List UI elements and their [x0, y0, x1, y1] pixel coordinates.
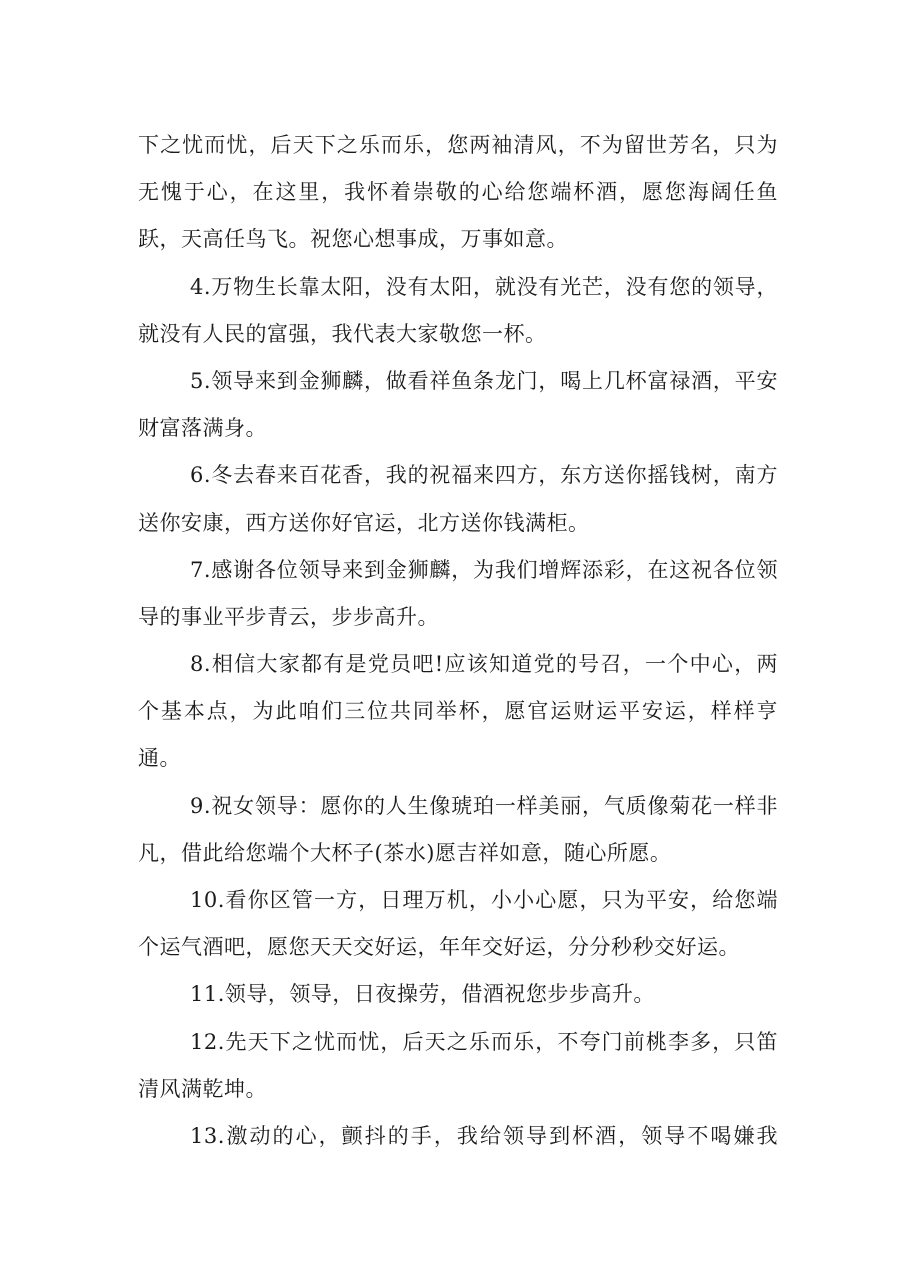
text-line: 11.领导，领导，日夜操劳，借酒祝您步步高升。: [190, 982, 655, 1007]
text-line: 8.相信大家都有是党员吧!应该知道党的号召，一个中心，两: [190, 652, 778, 677]
text-line: 就没有人民的富强，我代表大家敬您一杯。: [138, 321, 547, 346]
text-line: 导的事业平步青云，步步高升。: [138, 604, 439, 629]
document-body: [138, 122, 778, 1160]
text-line: 通。: [138, 746, 181, 771]
text-line: 10.看你区管一方，日理万机，小小心愿，只为平安，给您端: [190, 888, 778, 912]
text-line: 5.领导来到金狮麟，做看祥鱼条龙门，喝上几杯富禄酒，平安: [190, 368, 778, 393]
text-line: 个运气酒吧，愿您天天交好运，年年交好运，分分秒秒交好运。: [138, 935, 740, 960]
text-line: 清风满乾坤。: [138, 1076, 267, 1101]
text-line: 7.感谢各位领导来到金狮麟，为我们增辉添彩，在这祝各位领: [190, 557, 778, 582]
text-line: 6.冬去春来百花香，我的祝福来四方，东方送你摇钱树，南方: [190, 463, 778, 488]
text-line: 4.万物生长靠太阳，没有太阳，就没有光芒，没有您的领导，: [190, 274, 778, 299]
text-line: 跃，天高任鸟飞。祝您心想事成，万事如意。: [138, 227, 568, 252]
text-line: 12.先天下之忧而忧，后天之乐而乐，不夸门前桃李多，只笛: [190, 1029, 778, 1054]
text-line: 送你安康，西方送你好官运，北方送你钱满柜。: [138, 510, 590, 535]
text-line: 9.祝女领导：愿你的人生像琥珀一样美丽，气质像菊花一样非: [190, 793, 778, 818]
text-line: 13.激动的心，颤抖的手，我给领导到杯酒，领导不喝嫌我: [190, 1123, 778, 1148]
text-line: 个基本点，为此咱们三位共同举杯，愿官运财运平安运，样样亨: [138, 699, 778, 724]
text-line: 财富落满身。: [138, 416, 267, 441]
text-line: 下之忧而忧，后天下之乐而乐，您两袖清风，不为留世芳名，只为: [138, 133, 778, 157]
text-line: 无愧于心，在这里，我怀着崇敬的心给您端杯酒，愿您海阔任鱼: [138, 180, 778, 205]
text-line: 凡，借此给您端个大杯子(茶水)愿吉祥如意，随心所愿。: [138, 840, 672, 865]
